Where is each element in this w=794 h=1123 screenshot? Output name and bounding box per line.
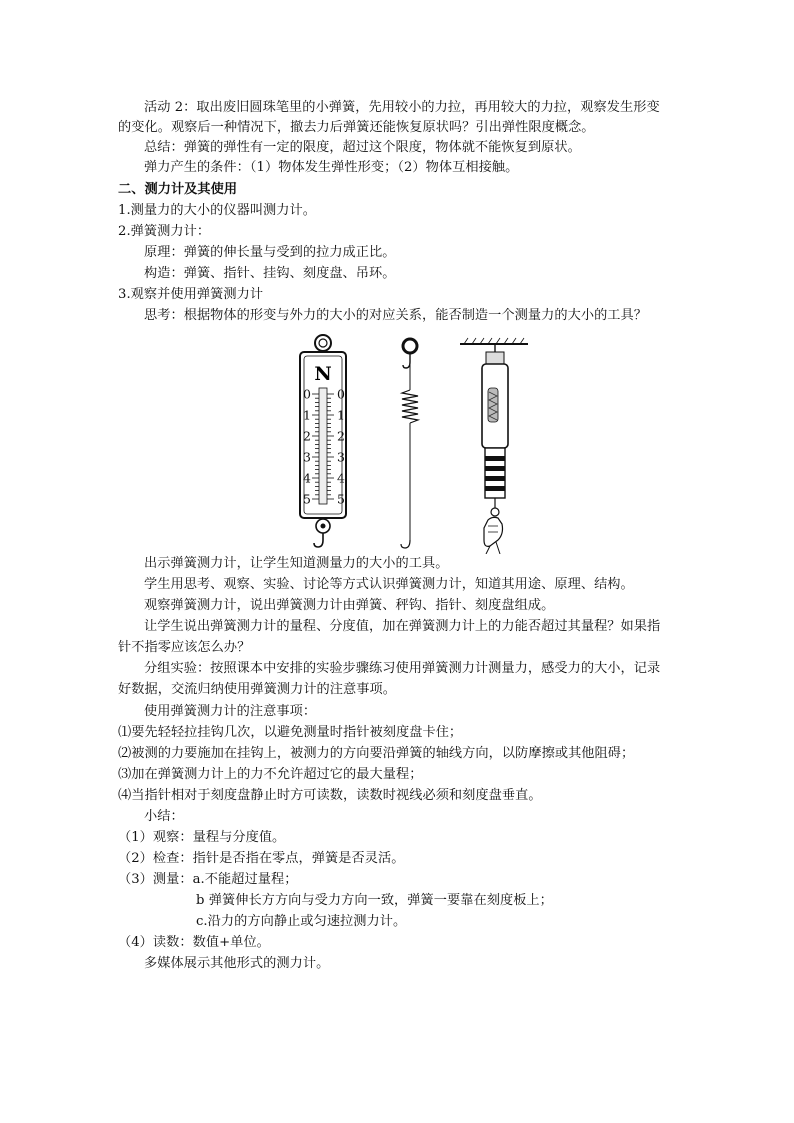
activity2-line1: 活动 2：取出废旧圆珠笔里的小弹簧，先用较小的力拉，再用较大的力拉，观察发生形变 xyxy=(144,100,660,115)
scale-mark-label: 0 xyxy=(303,386,311,402)
section-heading-dynamometer: 二、测力计及其使用 xyxy=(118,182,238,197)
coil-spring-model xyxy=(401,339,418,548)
structure-line: 构造：弹簧、指针、挂钩、刻度盘、吊环。 xyxy=(144,266,396,281)
tube-spring-scale xyxy=(460,338,528,554)
scale-mark-label: 2 xyxy=(303,428,311,444)
range-question-line2: 针不指零应该怎么办？ xyxy=(118,640,251,655)
activity2-line2: 的变化。观察后一种情况下，撤去力后弹簧还能恢复原状吗？引出弹性限度概念。 xyxy=(118,120,595,135)
note-3: ⑶加在弹簧测力计上的力不允许超过它的最大量程； xyxy=(118,767,423,782)
note-4: ⑷当指针相对于刻度盘静止时方可读数，读数时视线必须和刻度盘垂直。 xyxy=(118,788,542,803)
group-experiment-line2: 好数据，交流归纳使用弹簧测力计的注意事项。 xyxy=(118,682,396,697)
group-experiment-line1: 分组实验：按照课本中安排的实验步骤练习使用弹簧测力计测量力，感受力的大小，记录 xyxy=(144,661,661,676)
scale-mark-label: 3 xyxy=(303,449,311,465)
unit-label-n: N xyxy=(314,363,332,385)
multimedia-line: 多媒体展示其他形式的测力计。 xyxy=(144,956,330,971)
spring-scales-figure xyxy=(292,334,528,554)
summary-step-3b: b 弹簧伸长方方向与受力方向一致，弹簧一要靠在刻度板上； xyxy=(196,893,553,908)
summary-step-3c: c.沿力的方向静止或匀速拉测力计。 xyxy=(196,914,407,929)
range-question-line1: 让学生说出弹簧测力计的量程、分度值，加在弹簧测力计上的力能否超过其量程？如果指 xyxy=(144,619,661,634)
note-2: ⑵被测的力要施加在挂钩上，被测力的方向要沿弹簧的轴线方向，以防摩擦或其他阻碍； xyxy=(118,746,635,761)
item-2: 2.弹簧测力计： xyxy=(118,224,211,239)
summary-elastic-limit: 总结：弹簧的弹性有一定的限度，超过这个限度，物体就不能恢复到原状。 xyxy=(144,140,581,155)
scale-mark-label: 4 xyxy=(303,470,311,486)
principle-line: 原理：弹簧的伸长量与受到的拉力成正比。 xyxy=(144,245,396,260)
scale-mark-label: 1 xyxy=(303,407,311,423)
scale-mark-label: 0 xyxy=(337,386,345,402)
scale-mark-label: 1 xyxy=(337,407,345,423)
students-line: 学生用思考、观察、实验、讨论等方式认识弹簧测力计，知道其用途、原理、结构。 xyxy=(144,577,634,592)
summary-step-3a: （3）测量：a.不能超过量程； xyxy=(118,872,298,887)
note-1: ⑴要先轻轻拉挂钩几次，以避免测量时指针被刻度盘卡住； xyxy=(118,725,463,740)
summary-step-1: （1）观察：量程与分度值。 xyxy=(118,830,286,845)
elastic-force-conditions: 弹力产生的条件：（1）物体发生弹性形变；（2）物体互相接触。 xyxy=(144,160,519,175)
scale-mark-label: 3 xyxy=(337,449,345,465)
scale-mark-label: 2 xyxy=(337,428,345,444)
notes-title: 使用弹簧测力计的注意事项： xyxy=(144,704,317,719)
summary-step-4: （4）读数：数值+单位。 xyxy=(118,935,270,950)
scale-mark-label: 4 xyxy=(337,470,345,486)
item-3: 3.观察并使用弹簧测力计 xyxy=(118,287,264,302)
scale-mark-label: 5 xyxy=(337,491,345,507)
plate-spring-scale xyxy=(300,335,346,547)
show-scale-line: 出示弹簧测力计，让学生知道测量力的大小的工具。 xyxy=(144,556,449,571)
scale-mark-label: 5 xyxy=(303,491,311,507)
item-1: 1.测量力的大小的仪器叫测力计。 xyxy=(118,203,317,218)
observe-line: 观察弹簧测力计，说出弹簧测力计由弹簧、秤钩、指针、刻度盘组成。 xyxy=(144,598,555,613)
think-question: 思考：根据物体的形变与外力的大小的对应关系，能否制造一个测量力的大小的工具？ xyxy=(144,308,648,323)
summary-title: 小结： xyxy=(144,809,184,824)
summary-step-2: （2）检查：指针是否指在零点，弹簧是否灵活。 xyxy=(118,851,405,866)
